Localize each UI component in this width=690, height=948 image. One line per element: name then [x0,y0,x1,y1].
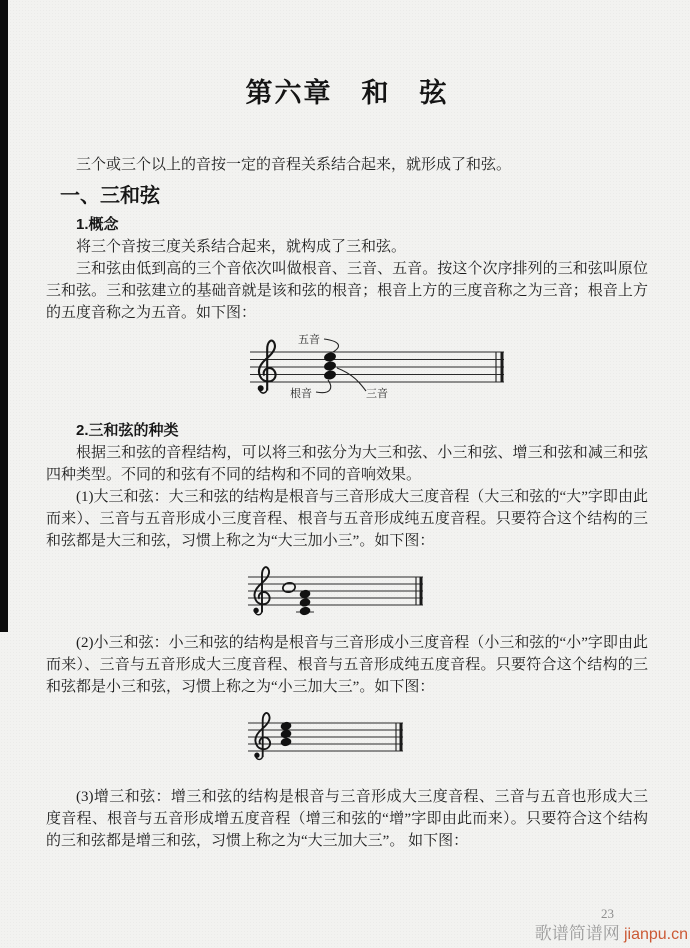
subsection-heading-concept: 1.概念 [76,216,119,233]
staff-lines [248,577,423,605]
third-connector-curve [337,368,366,391]
subsection-heading-types: 2.三和弦的种类 [76,422,179,439]
staff-lines [250,352,504,382]
staff-figure-labeled-triad [246,330,648,412]
section-heading-triads: 一、三和弦 [60,185,160,207]
staff-lines [248,723,403,751]
staff-figure-minor-triad [246,706,648,768]
fifth-note-label: 五音 [298,334,320,346]
intro-paragraph: 三个或三个以上的音按一定的音程关系结合起来，就形成了和弦。 [76,157,512,173]
triad-chord-notes [296,589,314,616]
music-staff-1 [246,330,511,412]
fifth-connector-curve [324,339,339,352]
page-number: 23 [601,906,614,921]
music-staff-3 [246,706,408,768]
major-triad-paragraph: (1)大三和弦：大三和弦的结构是根音与三音形成大三度音程（大三和弦的“大”字即由此而来）、三音与五音形成小三度音程、根音与五音形成纯五度音程。只要符合这个结构的三和弦都是大三和弦，习惯上称之为“大三加小三”。如下图： [46,489,648,549]
concept-paragraph-2: 三和弦由低到高的三个音依次叫做根音、三音、五音。按这个次序排列的三和弦叫原位三和弦。三和弦建立的基础音就是该和弦的根音；根音上方的三度音称之为三音；根音上方的五度音称之为五音。如下图： [46,261,648,321]
treble-clef-icon [254,713,270,759]
watermark-site-name: 歌谱简谱网 [534,924,620,943]
triad-chord-notes [323,351,337,380]
root-note-label: 根音 [290,388,312,400]
staff-figure-major-triad [246,560,648,630]
watermark [535,919,688,944]
augmented-triad-paragraph: (3)增三和弦：增三和弦的结构是根音与三音形成大三度音程、三音与五音也形成大三度音程、根音与五音形成增五度音程（增三和弦的“增”字即由此而来）。只要符合这个结构的三和弦都是增三和弦，习惯上称之为“大三加大三”。 如下图： [46,789,648,849]
types-paragraph: 根据三和弦的音程结构，可以将三和弦分为大三和弦、小三和弦、增三和弦和减三和弦四种类型。不同的和弦有不同的结构和不同的音响效果。 [46,445,648,483]
triad-chord-notes [280,721,292,747]
half-notehead [282,582,296,594]
chapter-title: 第六章 和 弦 [245,78,449,108]
music-staff-2 [246,560,428,630]
third-note-label: 三音 [366,388,388,400]
concept-paragraph-1: 将三个音按三度关系结合起来，就构成了三和弦。 [76,239,407,255]
minor-triad-paragraph: (2)小三和弦：小三和弦的结构是根音与三音形成小三度音程（小三和弦的“小”字即由此而来）、三音与五音形成大三度音程、根音与五音形成纯五度音程。只要符合这个结构的三和弦都是小三和弦，习惯上称之为“小三加大三”。如下图： [46,635,648,695]
watermark-url: jianpu.cn [623,926,688,943]
